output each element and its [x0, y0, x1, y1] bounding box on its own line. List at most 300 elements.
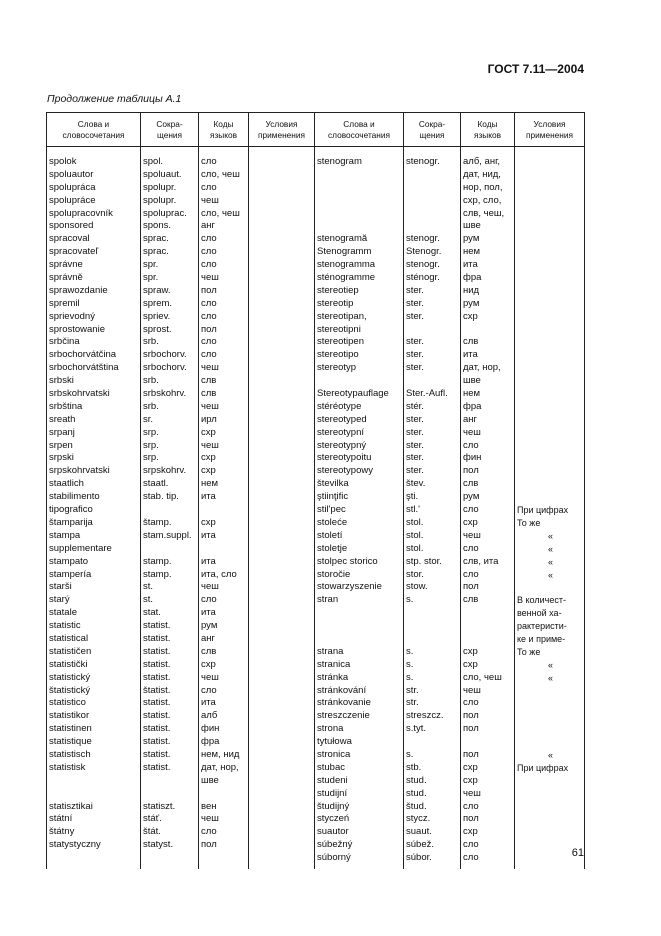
- table-cell: sprac.: [143, 246, 169, 258]
- table-cell: sprac.: [143, 233, 169, 245]
- right-abbr-column: [404, 147, 461, 869]
- table-cell: štátny: [49, 826, 75, 838]
- table-cell: stor.: [406, 568, 424, 580]
- table-cell: strana: [317, 645, 344, 657]
- table-cell: statist.: [143, 697, 171, 709]
- table-cell: stab. tip.: [143, 491, 179, 503]
- table-cell: вен: [201, 800, 217, 812]
- header-text: языков: [473, 130, 501, 140]
- table-cell: [251, 336, 314, 349]
- table-cell: statist.: [143, 761, 171, 773]
- table-cell: [317, 607, 403, 620]
- table-cell: [251, 659, 314, 672]
- table-cell: stenogr.: [406, 156, 440, 167]
- table-cell: [517, 233, 584, 246]
- table-cell: spolupráce: [49, 194, 96, 206]
- header-text: Коды: [213, 119, 234, 129]
- table-cell: анг: [201, 632, 215, 644]
- table-cell: [251, 813, 314, 826]
- table-cell: študijný: [317, 800, 350, 812]
- table-cell: ита: [463, 349, 478, 361]
- table-cell: stat.: [143, 607, 161, 619]
- table-cell: sreath: [49, 413, 76, 425]
- table-cell: сло, чеш: [463, 671, 502, 683]
- table-cell: слв: [463, 478, 479, 490]
- table-cell: нем, нид: [201, 748, 240, 760]
- table-cell: stabilimento: [49, 491, 100, 503]
- table-cell: [251, 633, 314, 646]
- table-cell: statistikor: [49, 710, 90, 722]
- table-cell: stamp.: [143, 568, 172, 580]
- table-cell: [251, 298, 314, 311]
- table-cell: сло: [463, 852, 479, 864]
- right-words-column: [315, 147, 404, 869]
- table-cell: stud.: [406, 787, 427, 799]
- table-cell: srbochorvátčina: [49, 349, 117, 361]
- table-cell: studeni: [317, 774, 348, 786]
- table-cell: [251, 246, 314, 259]
- col-header-words-left: [47, 113, 141, 147]
- table-cell: шве: [201, 774, 219, 786]
- col-header-conditions-left: [249, 113, 315, 147]
- table-cell: [251, 504, 314, 517]
- table-cell: ита: [201, 555, 216, 567]
- table-cell: statist.: [143, 620, 171, 632]
- table-cell: statistički: [49, 658, 88, 670]
- table-cell: чеш: [201, 362, 219, 374]
- table-cell: [406, 195, 460, 208]
- table-cell: «: [547, 569, 553, 580]
- table-cell: spolupr.: [143, 194, 177, 206]
- table-cell: нем: [463, 246, 481, 258]
- table-cell: пол: [463, 465, 479, 477]
- table-cell: ке и приме-: [517, 633, 566, 644]
- header-text: щения: [156, 130, 183, 140]
- header-text: Сокра-: [418, 119, 446, 129]
- table-cell: алб, анг,: [463, 156, 501, 167]
- table-cell: srbskohrv.: [143, 388, 187, 400]
- table-cell: схр: [463, 774, 478, 786]
- table-cell: схр: [201, 452, 216, 464]
- col-header-codes-right: [461, 113, 515, 147]
- table-cell: [251, 195, 314, 208]
- table-cell: [251, 478, 314, 491]
- table-cell: [406, 620, 460, 633]
- table-cell: ster.: [406, 349, 424, 361]
- table-cell: stol.: [406, 529, 424, 541]
- table-cell: súbor.: [406, 852, 432, 864]
- table-cell: пол: [201, 323, 217, 335]
- table-cell: stl.': [406, 504, 420, 516]
- table-cell: stereotypní: [317, 426, 364, 438]
- table-cell: ита: [201, 529, 216, 541]
- table-cell: [251, 543, 314, 556]
- table-cell: stereotipen: [317, 336, 365, 348]
- table-cell: [251, 685, 314, 698]
- table-cell: «: [547, 530, 553, 541]
- table-cell: схр: [463, 516, 478, 528]
- table-cell: srpskohrv.: [143, 465, 187, 477]
- table-cell: spolupr.: [143, 181, 177, 193]
- table-cell: sprawozdanie: [49, 284, 108, 296]
- table-cell: spolok: [49, 156, 77, 167]
- table-cell: анг: [463, 413, 477, 425]
- table-cell: сло, чеш: [201, 207, 240, 219]
- table-cell: spriev.: [143, 310, 171, 322]
- table-cell: [251, 569, 314, 582]
- table-cell: [201, 788, 248, 801]
- table-cell: рактеристи-: [517, 621, 567, 632]
- standard-header: ГОСТ 7.11—2004: [487, 62, 584, 76]
- table-cell: [251, 375, 314, 388]
- table-cell: [201, 504, 248, 517]
- table-cell: statist.: [143, 710, 171, 722]
- table-cell: [251, 349, 314, 362]
- table-cell: [251, 517, 314, 530]
- table-cell: strona: [317, 723, 344, 735]
- table-cell: чеш: [201, 194, 219, 206]
- table-cell: stycz.: [406, 813, 431, 825]
- table-cell: сло: [463, 800, 479, 812]
- table-cell: схр: [463, 645, 478, 657]
- table-cell: [517, 349, 584, 362]
- table-cell: suautor: [317, 826, 349, 838]
- table-cell: stoletje: [317, 542, 348, 554]
- table-cell: [251, 220, 314, 233]
- table-cell: [463, 324, 514, 337]
- table-cell: шве: [463, 220, 481, 232]
- table-cell: сло: [201, 181, 217, 193]
- table-cell: алб: [201, 710, 218, 722]
- table-cell: «: [547, 556, 553, 567]
- table-cell: нем: [463, 388, 481, 400]
- col-header-conditions-right: [515, 113, 585, 147]
- table-cell: statistico: [49, 697, 86, 709]
- table-cell: statističen: [49, 645, 92, 657]
- table-cell: ster.: [406, 336, 424, 348]
- table-cell: пол: [201, 839, 217, 851]
- table-cell: [317, 220, 403, 233]
- table-cell: [317, 375, 403, 388]
- table-cell: [517, 336, 584, 349]
- table-cell: пол: [463, 813, 479, 825]
- table-cell: srb.: [143, 400, 159, 412]
- table-cell: sténogr.: [406, 272, 440, 284]
- table-cell: stowarzyszenie: [317, 581, 382, 593]
- table-cell: statyst.: [143, 839, 174, 851]
- table-cell: [251, 620, 314, 633]
- table-cell: ster.: [406, 284, 424, 296]
- table-cell: ита: [201, 607, 216, 619]
- table-header-row: [47, 113, 585, 147]
- page-number: 61: [571, 847, 584, 859]
- table-cell: дат, нид,: [463, 168, 501, 180]
- table-cell: [251, 646, 314, 659]
- table-cell: starý: [49, 594, 70, 606]
- table-cell: [517, 375, 584, 388]
- table-cell: схр: [201, 516, 216, 528]
- table-cell: stranica: [317, 658, 351, 670]
- table-cell: styczeń: [317, 813, 350, 825]
- table-cell: stampato: [49, 555, 89, 567]
- table-cell: spr.: [143, 259, 159, 271]
- table-cell: ştiinţific: [317, 491, 349, 503]
- table-cell: [517, 259, 584, 272]
- table-cell: чеш: [463, 684, 481, 696]
- table-cell: нид: [463, 284, 480, 296]
- table-cell: stereotypný: [317, 439, 367, 451]
- table-cell: [251, 401, 314, 414]
- table-cell: сло: [201, 336, 217, 348]
- table-cell: [406, 607, 460, 620]
- table-cell: Ster.-Aufl.: [406, 388, 448, 400]
- table-cell: stránkovanie: [317, 697, 371, 709]
- table-cell: srb.: [143, 336, 159, 348]
- table-cell: statist.: [143, 723, 171, 735]
- table-cell: чеш: [463, 426, 481, 438]
- table-cell: [517, 710, 584, 723]
- table-cell: srpski: [49, 452, 74, 464]
- table-cell: [251, 324, 314, 337]
- left-codes-column: [199, 147, 249, 869]
- table-cell: [517, 362, 584, 375]
- col-header-words-right: [315, 113, 404, 147]
- table-cell: st.: [143, 581, 154, 593]
- table-cell: štatistický: [49, 684, 91, 696]
- table-cell: чеш: [201, 581, 219, 593]
- table-cell: [251, 169, 314, 182]
- table-cell: srp.: [143, 452, 159, 464]
- table-cell: stoleće: [317, 516, 348, 528]
- table-cell: [517, 169, 584, 182]
- table-cell: ster.: [406, 362, 424, 374]
- table-cell: storočie: [317, 568, 351, 580]
- table-cell: stenogramma: [317, 259, 376, 271]
- table-cell: statale: [49, 607, 77, 619]
- table-cell: Stenogramm: [317, 246, 372, 258]
- table-cell: srbochorvátština: [49, 362, 119, 374]
- table-cell: stow.: [406, 581, 428, 593]
- table-cell: stud.: [406, 774, 427, 786]
- left-abbr-column: [141, 147, 199, 869]
- table-cell: Stereotypauflage: [317, 388, 389, 400]
- table-cell: сло: [463, 839, 479, 851]
- table-cell: слв: [201, 645, 217, 657]
- table-cell: [201, 543, 248, 556]
- table-cell: [251, 388, 314, 401]
- table-cell: staatl.: [143, 478, 169, 490]
- table-cell: сло: [201, 310, 217, 322]
- header-text: Условия: [265, 119, 298, 129]
- table-cell: ирл: [201, 413, 217, 425]
- table-cell: чеш: [463, 529, 481, 541]
- table-cell: [251, 697, 314, 710]
- table-cell: spoluautor: [49, 168, 94, 180]
- table-cell: [49, 775, 140, 788]
- table-cell: ster.: [406, 413, 424, 425]
- table-cell: s.tyt.: [406, 723, 427, 735]
- table-cell: statist.: [143, 632, 171, 644]
- table-cell: sr.: [143, 413, 154, 425]
- table-cell: stronica: [317, 748, 351, 760]
- table-cell: [251, 452, 314, 465]
- table-cell: stran: [317, 594, 339, 606]
- table-cell: [463, 633, 514, 646]
- table-cell: s.: [406, 748, 414, 760]
- table-cell: [517, 156, 584, 169]
- header-text: Слова и: [343, 119, 375, 129]
- table-cell: srpen: [49, 439, 73, 451]
- col-header-codes-left: [199, 113, 249, 147]
- header-text: словосочетания: [328, 130, 390, 140]
- table-cell: srpanj: [49, 426, 75, 438]
- table-cell: ster.: [406, 439, 424, 451]
- table-cell: stam.suppl.: [143, 529, 192, 541]
- table-cell: слв: [201, 388, 217, 400]
- table-cell: То же: [517, 517, 541, 528]
- table-cell: чеш: [201, 439, 219, 451]
- table-cell: spol.: [143, 156, 164, 167]
- table-cell: [517, 427, 584, 440]
- table-cell: stér.: [406, 400, 424, 412]
- table-cell: чеш: [201, 400, 219, 412]
- table-cell: [251, 440, 314, 453]
- table-cell: številka: [317, 478, 349, 490]
- table-cell: [251, 723, 314, 736]
- table-cell: сло: [201, 259, 217, 271]
- table-cell: сло: [201, 246, 217, 258]
- table-cell: [517, 246, 584, 259]
- table-cell: схр: [201, 426, 216, 438]
- table-cell: [406, 208, 460, 221]
- table-cell: фин: [463, 452, 482, 464]
- table-cell: слв, ита: [463, 555, 499, 567]
- table-cell: spolupracovník: [49, 207, 113, 219]
- table-cell: [251, 749, 314, 762]
- table-cell: srbčina: [49, 336, 80, 348]
- table-caption: Продолжение таблицы А.1: [47, 93, 182, 105]
- table-cell: «: [547, 659, 553, 670]
- table-cell: stp. stor.: [406, 555, 442, 567]
- table-cell: štev.: [406, 478, 426, 490]
- table-cell: stol.: [406, 542, 424, 554]
- header-text: применения: [526, 130, 573, 140]
- table-cell: [317, 633, 403, 646]
- table-cell: ster.: [406, 297, 424, 309]
- table-cell: [143, 775, 198, 788]
- table-cell: [251, 788, 314, 801]
- table-cell: сло: [463, 697, 479, 709]
- table-cell: [251, 775, 314, 788]
- table-cell: statist.: [143, 658, 171, 670]
- header-text: применения: [258, 130, 305, 140]
- table-cell: [251, 762, 314, 775]
- table-cell: srbochorv.: [143, 349, 187, 361]
- table-cell: spolupráca: [49, 181, 96, 193]
- table-cell: spracoval: [49, 233, 90, 245]
- table-cell: [317, 169, 403, 182]
- table-cell: нор, пол,: [463, 181, 503, 193]
- table-cell: [517, 285, 584, 298]
- table-cell: stereotipni: [317, 323, 361, 335]
- table-cell: схр: [463, 826, 478, 838]
- table-cell: streszcz.: [406, 710, 444, 722]
- table-cell: [517, 723, 584, 736]
- table-cell: схр: [463, 761, 478, 773]
- table-cell: stereotyped: [317, 413, 367, 425]
- table-cell: streszczenie: [317, 710, 370, 722]
- table-cell: statistique: [49, 736, 92, 748]
- table-cell: [517, 388, 584, 401]
- table-cell: слв: [463, 594, 479, 606]
- table-cell: шве: [463, 375, 481, 387]
- left-words-column: [47, 147, 141, 869]
- table-cell: [251, 736, 314, 749]
- table-cell: рум: [201, 620, 218, 632]
- table-cell: s.: [406, 671, 414, 683]
- table-cell: [517, 414, 584, 427]
- header-text: Слова и: [77, 119, 110, 129]
- table-cell: srp.: [143, 426, 159, 438]
- table-cell: [251, 182, 314, 195]
- table-cell: stereotypoitu: [317, 452, 372, 464]
- table-cell: stolpec storico: [317, 555, 378, 567]
- table-cell: [517, 685, 584, 698]
- left-conditions-column: [249, 147, 315, 869]
- table-cell: stereotypowy: [317, 465, 373, 477]
- table-cell: stenogram: [317, 156, 362, 167]
- table-cell: [251, 259, 314, 272]
- table-cell: [49, 788, 140, 801]
- table-cell: пол: [463, 723, 479, 735]
- table-cell: srbochorv.: [143, 362, 187, 374]
- table-cell: [517, 581, 584, 594]
- table-cell: [251, 826, 314, 839]
- table-cell: srpskohrvatski: [49, 465, 110, 477]
- table-cell: sponsored: [49, 220, 94, 232]
- right-conditions-column: [515, 147, 585, 869]
- table-cell: дат, нор,: [201, 761, 239, 773]
- table-cell: s.: [406, 645, 414, 657]
- table-cell: [143, 543, 198, 556]
- table-cell: sprem.: [143, 297, 173, 309]
- table-cell: stereotiep: [317, 284, 359, 296]
- table-cell: [517, 311, 584, 324]
- table-cell: stb.: [406, 761, 422, 773]
- table-cell: [517, 775, 584, 788]
- table-cell: сло: [201, 594, 217, 606]
- header-text: Сокра-: [156, 119, 183, 129]
- table-cell: [251, 233, 314, 246]
- table-cell: пол: [463, 581, 479, 593]
- table-cell: [517, 272, 584, 285]
- table-cell: «: [547, 749, 553, 760]
- table-body-row: [47, 147, 585, 869]
- table-cell: statist.: [143, 748, 171, 760]
- table-cell: stubac: [317, 761, 345, 773]
- table-cell: stereotyp: [317, 362, 357, 374]
- table-cell: чеш: [201, 671, 219, 683]
- table-cell: štamp.: [143, 516, 172, 528]
- table-cell: [406, 633, 460, 646]
- table-cell: [517, 195, 584, 208]
- table-cell: stenogr.: [406, 259, 440, 271]
- table-cell: схр: [201, 465, 216, 477]
- table-cell: чеш: [201, 272, 219, 284]
- table-cell: [251, 581, 314, 594]
- table-cell: státní: [49, 813, 73, 825]
- table-cell: ster.: [406, 452, 424, 464]
